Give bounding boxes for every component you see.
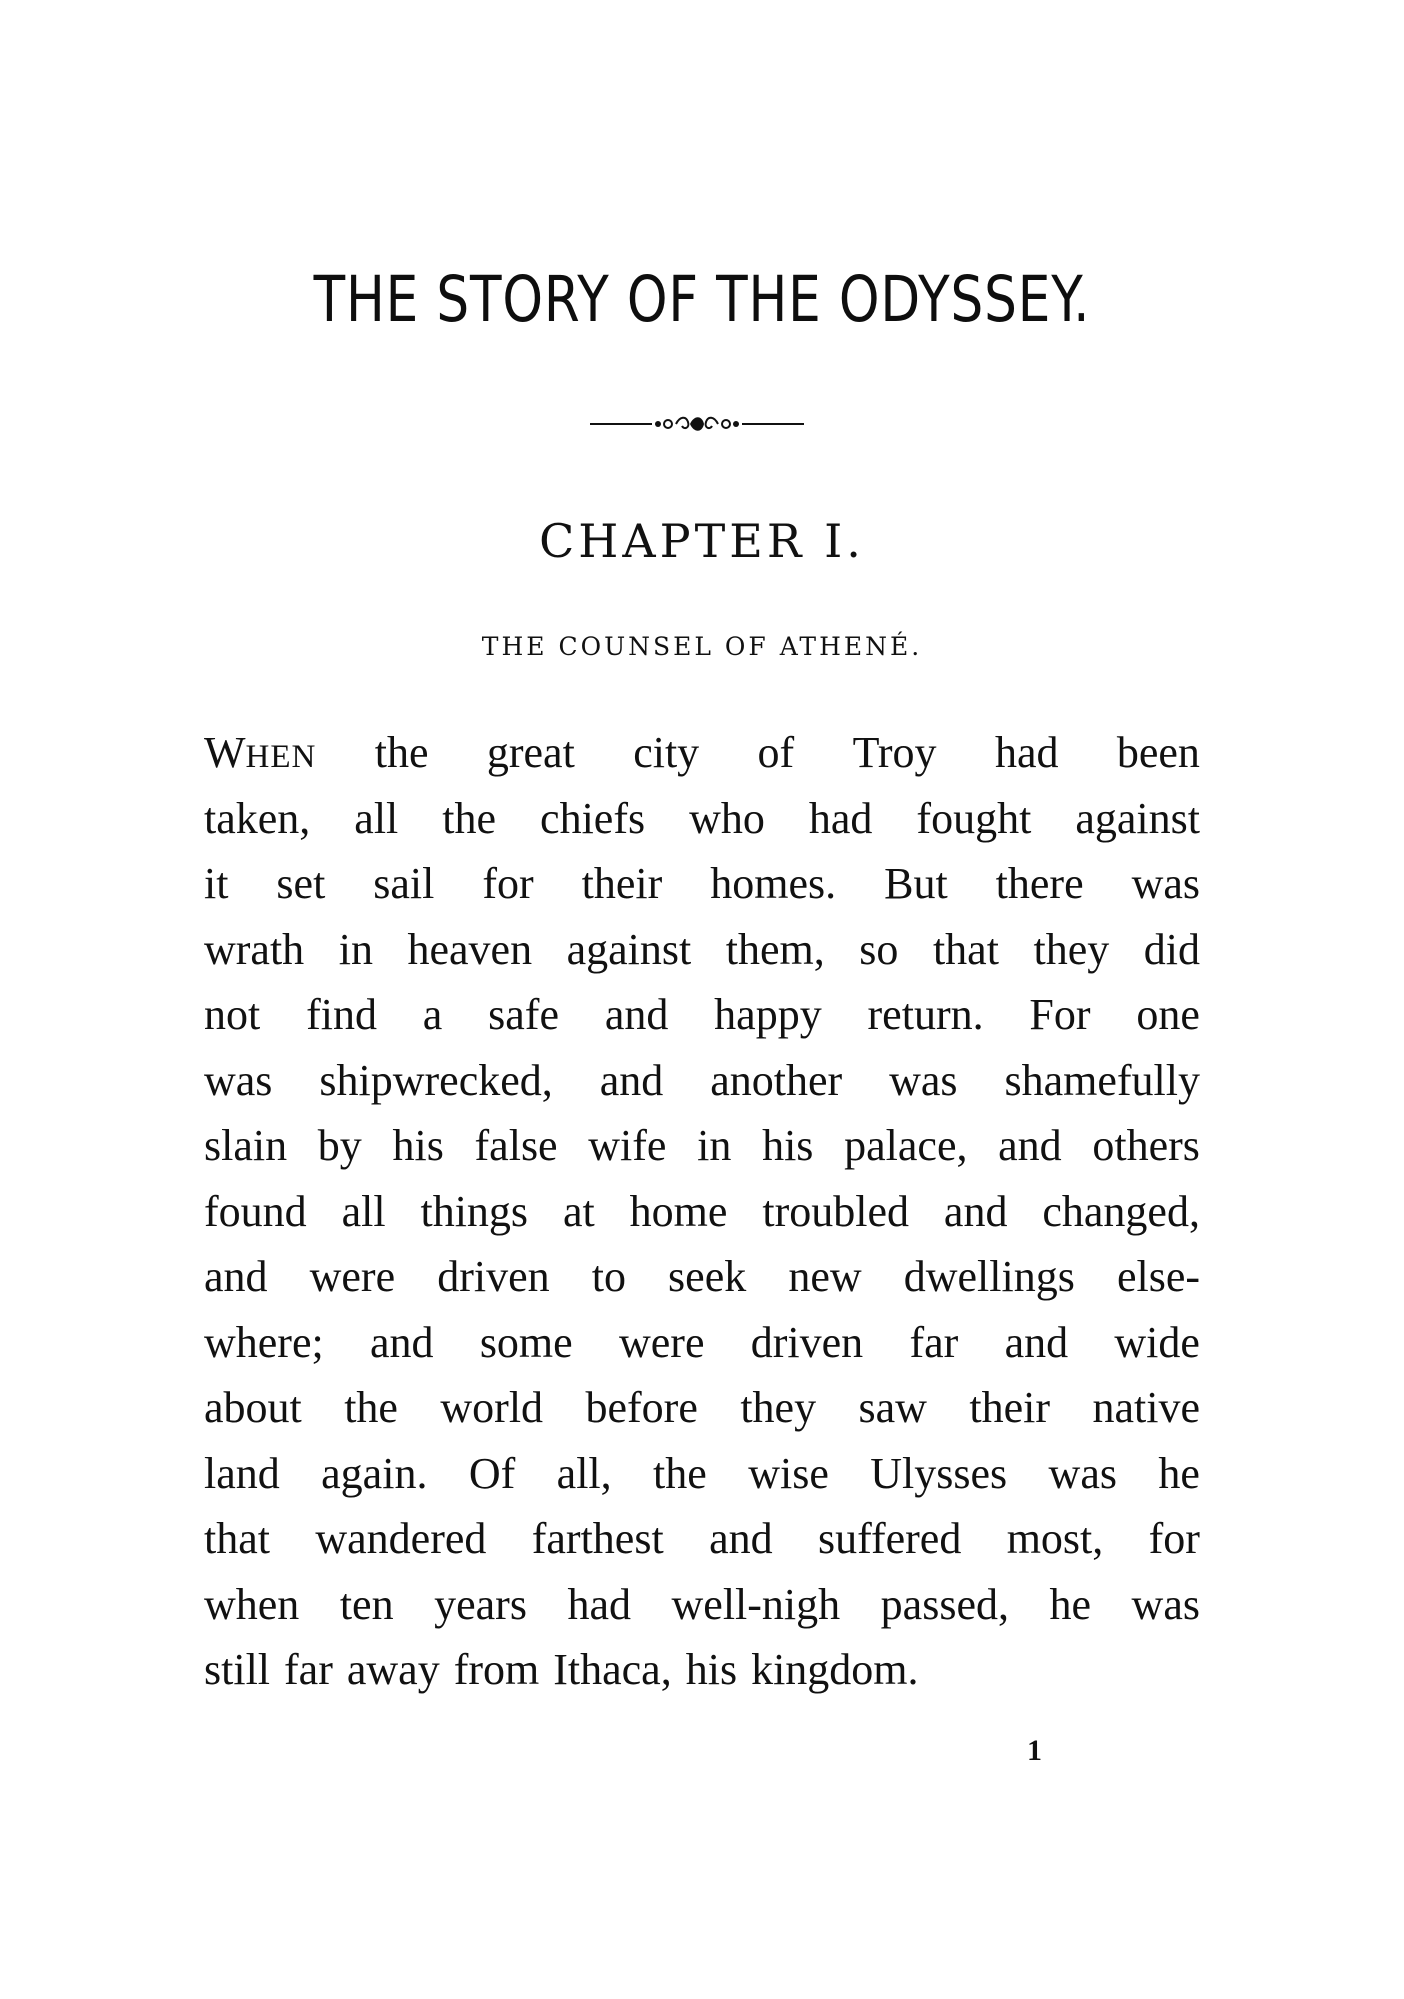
word: their (969, 1383, 1051, 1432)
word: there (995, 859, 1084, 908)
text-line (204, 786, 1200, 852)
word: home (629, 1186, 728, 1236)
word: a (422, 990, 443, 1039)
word: where; (204, 1317, 324, 1367)
word: it (204, 859, 229, 908)
word: driven (750, 1317, 864, 1367)
text-line (204, 917, 1200, 983)
word: been (1116, 728, 1200, 777)
word: else- (1116, 1252, 1200, 1301)
word: so (859, 924, 899, 974)
word: new (788, 1252, 862, 1301)
word: troubled (762, 1186, 909, 1236)
word: and (370, 1317, 434, 1367)
word: Ithaca, (553, 1645, 672, 1694)
word: native (1092, 1383, 1200, 1432)
word: some (479, 1317, 573, 1367)
word: But (884, 859, 948, 908)
word: that (204, 1514, 270, 1563)
word: away (346, 1645, 440, 1694)
word: he (1049, 1579, 1092, 1629)
word: false (474, 1121, 558, 1170)
text-line (204, 1048, 1200, 1114)
word: city (633, 728, 700, 777)
word: set (276, 859, 326, 908)
word: all (341, 1186, 386, 1236)
word: that (932, 924, 999, 974)
word: slain (204, 1121, 288, 1170)
word: world (440, 1383, 544, 1432)
word: the (374, 728, 429, 777)
word: and (709, 1514, 773, 1563)
drop-word-rest: HEN (245, 739, 317, 775)
word: his (392, 1121, 444, 1170)
word: another (710, 1055, 843, 1105)
word: was (1131, 859, 1200, 908)
text-line (204, 1310, 1200, 1376)
word: driven (437, 1252, 550, 1301)
word: shamefully (1004, 1055, 1200, 1105)
word: and (204, 1252, 268, 1301)
word: was (204, 1055, 273, 1105)
drop-word (204, 720, 316, 791)
word: safe (488, 990, 559, 1039)
chapter-subtitle: THE COUNSEL OF ATHENÉ. (481, 632, 923, 661)
word: happy (714, 990, 822, 1039)
word: the (344, 1383, 398, 1432)
word: suffered (817, 1514, 962, 1563)
word: in (338, 924, 373, 974)
word: return. (867, 990, 984, 1039)
word: taken, (204, 793, 311, 843)
word: all (354, 793, 399, 843)
text-line (204, 1441, 1200, 1507)
word: seek (668, 1252, 747, 1301)
word: about (204, 1383, 302, 1432)
text-line (204, 1179, 1200, 1245)
word: for (482, 859, 534, 908)
text-line (204, 1113, 1200, 1179)
chapter-body-text (204, 720, 1200, 1703)
word: kingdom. (751, 1645, 919, 1694)
word: he (1158, 1448, 1200, 1498)
word: were (618, 1317, 705, 1367)
word: Ulysses (870, 1448, 1008, 1498)
word: still (204, 1645, 271, 1694)
word: all, (556, 1448, 612, 1498)
word: had (567, 1579, 631, 1629)
text-line (204, 1637, 1200, 1703)
word: by (317, 1121, 362, 1170)
word: in (697, 1121, 732, 1170)
word: for (1148, 1514, 1200, 1563)
word: and (1004, 1317, 1069, 1367)
word: years (434, 1579, 527, 1629)
book-title: THE STORY OF THE ODYSSEY. (313, 263, 1091, 336)
word: not (204, 990, 261, 1039)
word: changed, (1042, 1186, 1200, 1236)
word: against (1075, 793, 1200, 843)
word: things (420, 1186, 529, 1236)
word: to (591, 1252, 626, 1301)
word: others (1092, 1121, 1200, 1170)
word: fought (916, 793, 1032, 843)
word: Troy (852, 728, 937, 777)
word: most, (1006, 1514, 1104, 1563)
word: and (599, 1055, 664, 1105)
word: of (757, 728, 795, 777)
word: one (1136, 990, 1200, 1039)
word: and (943, 1186, 1008, 1236)
text-line (204, 982, 1200, 1048)
word: shipwrecked, (319, 1055, 553, 1105)
word: when (204, 1579, 300, 1629)
word: far (909, 1317, 959, 1367)
word: were (309, 1252, 396, 1301)
chapter-heading: CHAPTER I. (539, 514, 865, 568)
word: homes. (710, 859, 837, 908)
word: ten (339, 1579, 394, 1629)
word: wife (588, 1121, 667, 1170)
word: wide (1114, 1317, 1200, 1367)
text-line (204, 1375, 1200, 1441)
word: great (486, 728, 575, 777)
page-number: 1 (1027, 1734, 1042, 1767)
word: wrath (204, 924, 305, 974)
word: heaven (407, 924, 533, 974)
word: Of (468, 1448, 516, 1498)
word: found (204, 1186, 307, 1236)
word: them, (725, 924, 825, 974)
text-line (204, 720, 1200, 786)
word: they (1033, 924, 1110, 974)
text-line (204, 1506, 1200, 1572)
word: For (1029, 990, 1091, 1039)
word: again. (321, 1448, 428, 1498)
word: against (566, 924, 692, 974)
word: sail (373, 859, 435, 908)
word: before (585, 1383, 698, 1432)
word: palace, (844, 1121, 968, 1170)
word: farthest (531, 1514, 664, 1563)
word: find (306, 990, 377, 1039)
word: well-nigh (671, 1579, 841, 1629)
word: was (1131, 1579, 1200, 1629)
word: at (562, 1186, 595, 1236)
word: from (453, 1645, 540, 1694)
drop-word-initial: W (204, 728, 246, 777)
word: did (1143, 924, 1200, 974)
word: passed, (880, 1579, 1009, 1629)
word: the (653, 1448, 707, 1498)
word: and (998, 1121, 1062, 1170)
ornament-divider (590, 412, 804, 436)
word: his (685, 1645, 738, 1694)
word: was (1048, 1448, 1117, 1498)
word: their (581, 859, 663, 908)
word: wandered (315, 1514, 487, 1563)
word: his (762, 1121, 814, 1170)
word: and (604, 990, 669, 1039)
word: they (740, 1383, 817, 1432)
word: had (808, 793, 873, 843)
word: had (994, 728, 1059, 777)
text-line (204, 1572, 1200, 1638)
word: dwellings (903, 1252, 1075, 1301)
word: saw (858, 1383, 927, 1432)
word: was (889, 1055, 958, 1105)
word: the (442, 793, 497, 843)
word: wise (748, 1448, 829, 1498)
word: who (689, 793, 765, 843)
text-line (204, 851, 1200, 917)
word: land (204, 1448, 280, 1498)
text-line (204, 1244, 1200, 1310)
word: far (284, 1645, 333, 1694)
word: chiefs (540, 793, 646, 843)
